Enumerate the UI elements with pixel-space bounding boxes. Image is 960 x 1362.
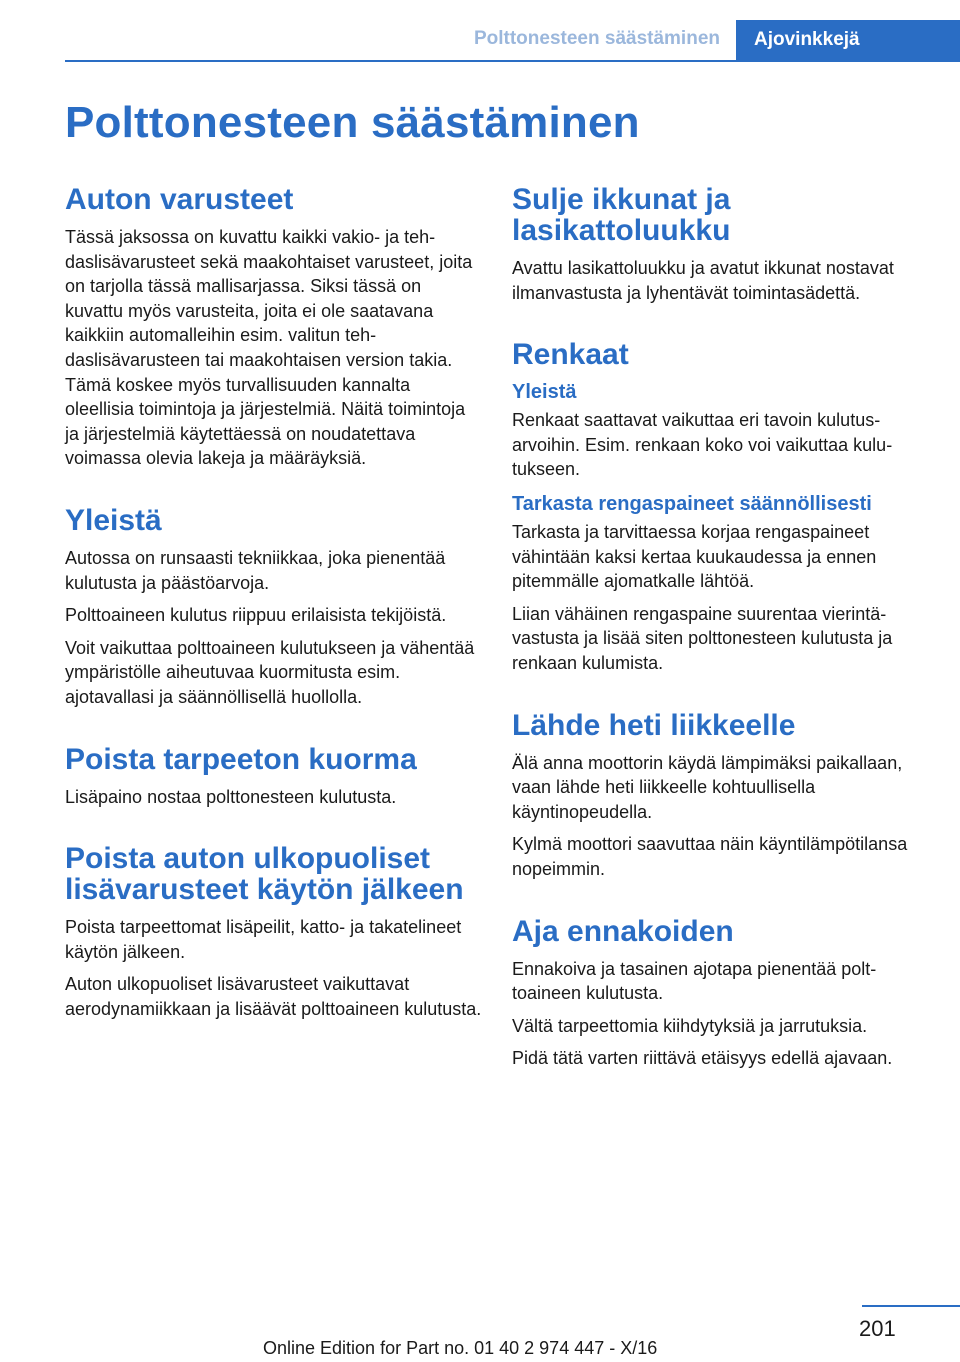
paragraph: Ennakoiva ja tasainen ajotapa pienentää polttoaineen kulutusta. <box>512 958 877 1004</box>
section-title: Auton varusteet <box>65 183 294 216</box>
paragraph: Pidä tätä varten riittävä etäisyys edellä ajavaan. <box>512 1048 893 1069</box>
edition-note: Online Edition for Part no. 01 40 2 974 447 - X/16 <box>263 1338 658 1358</box>
section-title: Aja ennakoiden <box>512 914 734 948</box>
subsection-title: Tarkasta rengaspaineet säännöllisesti <box>512 492 872 515</box>
paragraph: Renkaat saattavat vaikuttaa eri tavoin kulutusarvoihin. Esim. renkaan koko voi vaikuttaa kulutukseen. <box>512 410 893 480</box>
paragraph: Tarkasta ja tarvittaessa korjaa rengaspaineet vähintään kaksi kertaa kuukaudessa ja ennen pitemmälle ajomatkalle lähtöä. <box>512 521 877 592</box>
section-title: Yleistä <box>65 503 162 537</box>
subsection-rengaspaineet <box>512 492 932 676</box>
section-poista-kuorma <box>65 744 483 810</box>
section-lahde-liikkeelle <box>512 710 932 882</box>
section-auton-varusteet <box>65 184 483 471</box>
section-aja-ennakoiden <box>512 916 932 1071</box>
paragraph: Kylmä moottori saavuttaa näin käyntilämpötilansa nopeimmin. <box>512 834 908 879</box>
subsection-yleista <box>512 380 932 482</box>
footer-rule <box>862 1305 960 1307</box>
paragraph: Tässä jaksossa on kuvattu kaikki vakio- ja tehdaslisävarusteet sekä maakohtaiset varusteet, joita on tarjolla tässä mallisarjassa. Siksi tässä on kuvattu myös varusteita, joita ei ole saatavana kaikkiin automalleihin esim. valitun tehdaslisävarusteen tai maakohtaisen version takia. Tämä koskee myös turvallisuuden kannalta oleellisia toimintoja ja järjestelmiä. Näitä toimintoja ja järjestelmiä käytettäessä on noudatettava voimassa olevia lakeja ja määräyksiä. <box>65 227 473 469</box>
paragraph: Vältä tarpeettomia kiihdytyksiä ja jarrutuksia. <box>512 1015 868 1036</box>
paragraph: Lisäpaino nostaa polttonesteen kulutusta. <box>65 786 397 807</box>
header-rule <box>65 60 736 62</box>
paragraph: Avattu lasikattoluukku ja avatut ikkunat nostavat ilmanvastusta ja lyhentävät toimintasädettä. <box>512 258 894 303</box>
section-sulje-ikkunat <box>512 184 932 305</box>
paragraph: Voit vaikuttaa polttoaineen kulutukseen ja vähentää ympäristölle aiheutuvaa kuormitusta esim. ajotavallasi ja säännöllisellä huollolla. <box>65 637 475 707</box>
paragraph: Autossa on runsaasti tekniikkaa, joka pienentää kulutusta ja päästöarvoja. <box>65 547 446 593</box>
section-yleista <box>65 505 483 710</box>
section-title: Poista tarpeeton kuorma <box>65 742 417 776</box>
header-chapter-tab: Ajovinkkejä <box>736 20 960 62</box>
section-title: Poista auton ulkopuoliset lisävarusteet käytön jälkeen <box>65 842 464 907</box>
paragraph: Poista tarpeettomat lisäpeilit, katto- ja takatelineet käytön jälkeen. <box>65 917 462 962</box>
left-column <box>65 184 483 1055</box>
section-title: Lähde heti liikkeelle <box>512 708 796 742</box>
section-ulkopuoliset-lisavarusteet <box>65 843 483 1021</box>
subsection-title: Yleistä <box>512 381 577 404</box>
right-column <box>512 184 932 1105</box>
paragraph: Liian vähäinen rengaspaine suurentaa vierintävastusta ja lisää siten polttonesteen kulutusta ja renkaan kulumista. <box>512 603 893 673</box>
section-renkaat <box>512 339 932 675</box>
section-title: Sulje ikkunat ja lasikattoluukku <box>512 183 731 247</box>
page-number: 201 <box>859 1316 896 1341</box>
paragraph: Auton ulkopuoliset lisävarusteet vaikuttavat aerodynamiikkaan ja lisäävät polttoaineen kulutusta. <box>65 974 482 1019</box>
paragraph: Älä anna moottorin käydä lämpimäksi paikallaan, vaan lähde heti liikkeelle kohtuullisella käyntinopeudella. <box>512 752 903 822</box>
page-header <box>0 0 960 64</box>
page-title: Polttonesteen säästäminen <box>65 98 640 147</box>
paragraph: Polttoaineen kulutus riippuu erilaisista tekijöistä. <box>65 605 447 626</box>
section-title: Renkaat <box>512 338 629 372</box>
header-breadcrumb: Polttonesteen säästäminen <box>473 28 720 49</box>
